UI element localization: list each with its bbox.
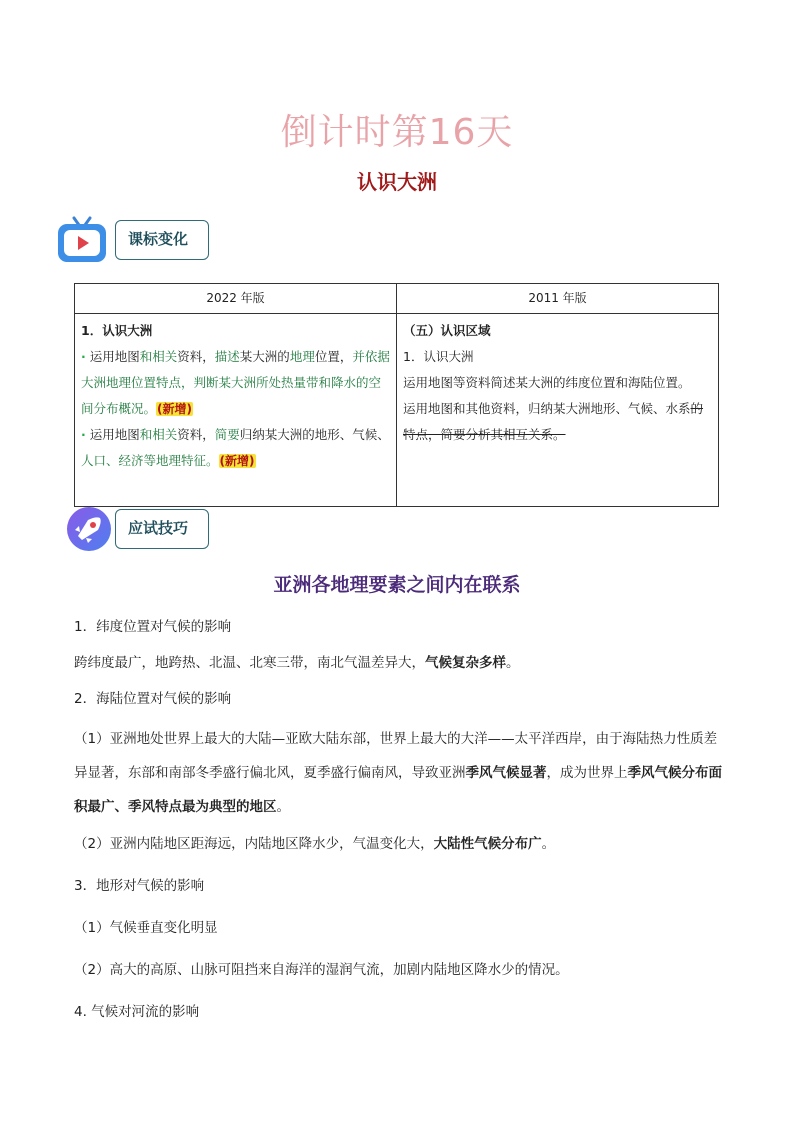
- cell-heading: （五）认识区域: [403, 323, 491, 338]
- comparison-table: [74, 283, 719, 507]
- section-label-skills: 应试技巧: [115, 509, 209, 549]
- rocket-icon: [66, 506, 112, 552]
- section-heading: 亚洲各地理要素之间内在联系: [273, 574, 521, 596]
- cell-line-1: 1．认识大洲: [403, 349, 474, 364]
- paragraph-7: （1）气候垂直变化明显: [74, 920, 218, 936]
- section-label-curriculum: 课标变化: [115, 220, 209, 260]
- new-tag: (新增): [219, 454, 255, 468]
- paragraph-5: （2）亚洲内陆地区距海远，内陆地区降水少，气温变化大，大陆性气候分布广。: [74, 836, 556, 852]
- paragraph-6: 3．地形对气候的影响: [74, 878, 205, 894]
- table-header-2011: 2011 年版: [397, 284, 719, 314]
- cell-line-3: 运用地图和其他资料，归纳某大洲地形、气候、水系的特点，简要分析其相互关系。: [403, 401, 704, 442]
- page-subtitle: 认识大洲: [357, 170, 437, 194]
- paragraph-9: 4. 气候对河流的影响: [74, 1004, 200, 1020]
- bullet-icon: ·: [81, 349, 86, 364]
- cell-heading: 1．认识大洲: [81, 323, 153, 338]
- paragraph-1: 1．纬度位置对气候的影响: [74, 619, 232, 635]
- table-cell-2022: [75, 314, 397, 507]
- table-cell-2011: [397, 314, 719, 507]
- bullet-icon: ·: [81, 427, 86, 442]
- new-tag: (新增): [157, 402, 192, 416]
- paragraph-8: （2）高大的高原、山脉可阻挡来自海洋的湿润气流，加剧内陆地区降水少的情况。: [74, 962, 569, 978]
- table-header-2022: 2022 年版: [75, 284, 397, 314]
- paragraph-4: （1）亚洲地处世界上最大的大陆—亚欧大陆东部，世界上最大的大洋——太平洋西岸，由于海陆热力性质差异显著，东部和南部冬季盛行偏北风，夏季盛行偏南风，导致亚洲季风气候显著，成为世界上季风气候分布面积最广、季风特点最为典型的地区。: [74, 731, 722, 815]
- tv-icon: [56, 214, 108, 266]
- paragraph-2: 跨纬度最广，地跨热、北温、北寒三带，南北气温差异大，气候复杂多样。: [74, 655, 520, 671]
- paragraph-3: 2．海陆位置对气候的影响: [74, 691, 232, 707]
- cell-item-1: · 运用地图和相关资料，描述某大洲的地理位置，并依据大洲地理位置特点，判断某大洲所处热量带和降水的空间分布概况。(新增): [81, 349, 390, 416]
- cell-item-2: · 运用地图和相关资料，简要归纳某大洲的地形、气候、人口、经济等地理特征。(新增): [81, 427, 390, 468]
- page-title: 倒计时第16天: [280, 112, 514, 153]
- cell-line-2: 运用地图等资料简述某大洲的纬度位置和海陆位置。: [403, 375, 691, 390]
